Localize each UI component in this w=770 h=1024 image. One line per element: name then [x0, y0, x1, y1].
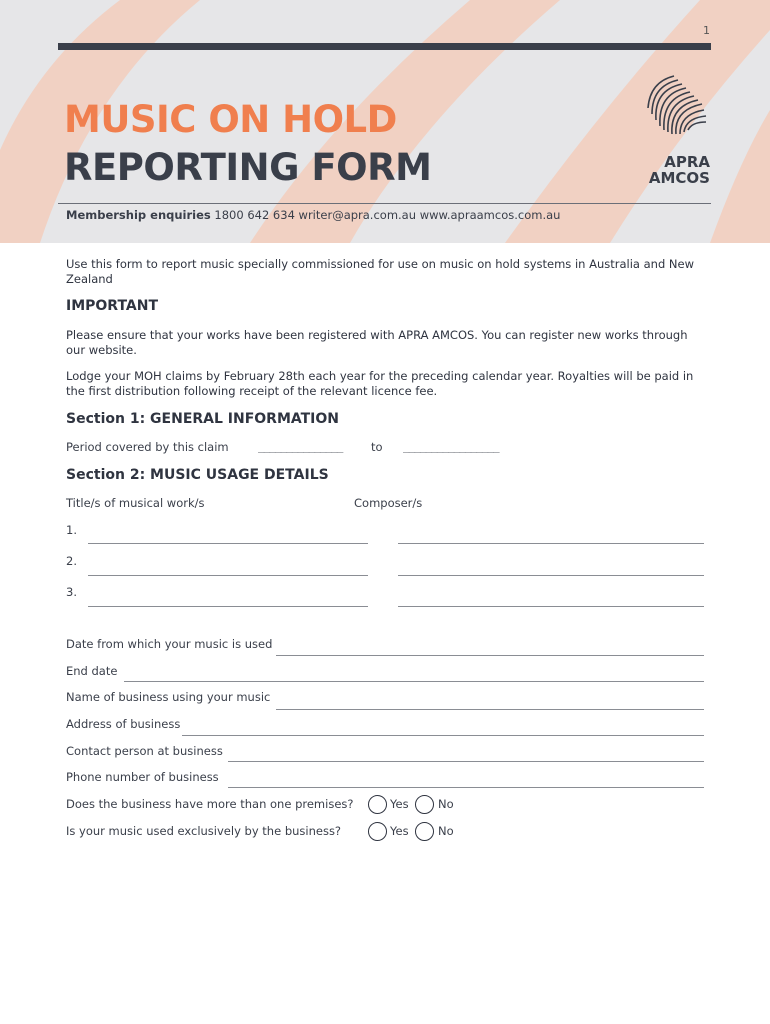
title-field-3[interactable] [88, 606, 368, 607]
membership-website[interactable]: www.apraamcos.com.au [419, 208, 561, 222]
end-date-label: End date [66, 664, 118, 678]
composer-field-1[interactable] [398, 543, 704, 544]
period-label: Period covered by this claim [66, 440, 229, 454]
row-number-1: 1. [66, 523, 77, 537]
premises-no-radio[interactable] [415, 795, 434, 814]
exclusive-yes-radio[interactable] [368, 822, 387, 841]
section-2-heading: Section 2: MUSIC USAGE DETAILS [66, 467, 329, 483]
important-paragraph-2: Lodge your MOH claims by February 28th each year for the preceding calendar year. Royalties will be paid in the first distribution following receipt of the relevant licence fee. [66, 369, 694, 398]
membership-email[interactable]: writer@apra.com.au [298, 208, 417, 222]
composers-column-header: Composer/s [354, 496, 423, 510]
composer-field-3[interactable] [398, 606, 704, 607]
intro-text: Use this form to report music specially commissioned for use on music on hold systems in Australia and New Zealand [66, 257, 694, 286]
exclusive-question: Is your music used exclusively by the business? [66, 824, 342, 838]
premises-no-label: No [438, 797, 454, 811]
phone-label: Phone number of business [66, 770, 219, 784]
title-field-2[interactable] [88, 575, 368, 576]
date-from-field[interactable] [276, 655, 704, 656]
business-address-label: Address of business [66, 717, 181, 731]
page-number: 1 [703, 24, 710, 37]
premises-question: Does the business have more than one premises? [66, 797, 354, 811]
membership-enquiries [66, 208, 560, 222]
business-address-field[interactable] [182, 735, 704, 736]
contact-person-field[interactable] [228, 761, 704, 762]
contact-person-label: Contact person at business [66, 744, 223, 758]
top-rule [58, 43, 711, 50]
premises-yes-radio[interactable] [368, 795, 387, 814]
composer-field-2[interactable] [398, 575, 704, 576]
section-1-heading: Section 1: GENERAL INFORMATION [66, 411, 340, 427]
business-name-label: Name of business using your music [66, 690, 271, 704]
titles-column-header: Title/s of musical work/s [66, 496, 205, 510]
membership-phone: 1800 642 634 [214, 208, 295, 222]
business-name-field[interactable] [276, 709, 704, 710]
date-from-label: Date from which your music is used [66, 637, 273, 651]
period-to-label: to [371, 440, 383, 454]
period-to-field[interactable]: _________________ [403, 440, 499, 453]
exclusive-no-radio[interactable] [415, 822, 434, 841]
logo-wordmark [642, 154, 710, 186]
title-line-1: MUSIC ON HOLD [64, 98, 397, 141]
title-line-2: REPORTING FORM [64, 146, 432, 189]
row-number-2: 2. [66, 554, 77, 568]
membership-label: Membership enquiries [66, 208, 211, 222]
end-date-field[interactable] [124, 681, 704, 682]
logo-line-1: APRA [664, 153, 710, 171]
exclusive-no-label: No [438, 824, 454, 838]
title-field-1[interactable] [88, 543, 368, 544]
fingerprint-icon [640, 68, 712, 140]
exclusive-yes-label: Yes [390, 824, 409, 838]
important-paragraph-1: Please ensure that your works have been registered with APRA AMCOS. You can register new works through our website. [66, 328, 688, 357]
phone-field[interactable] [228, 787, 704, 788]
premises-yes-label: Yes [390, 797, 409, 811]
row-number-3: 3. [66, 585, 77, 599]
important-heading: IMPORTANT [66, 298, 159, 314]
period-from-field[interactable]: _______________ [258, 440, 343, 453]
header-rule [58, 203, 711, 204]
logo-line-2: AMCOS [648, 169, 710, 187]
apra-amcos-logo [640, 68, 712, 188]
